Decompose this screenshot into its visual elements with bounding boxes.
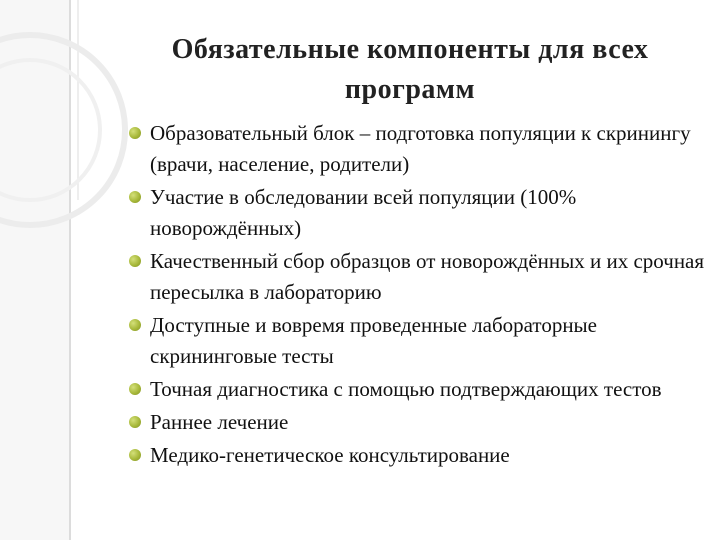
bullet-item xyxy=(128,407,708,438)
round-bullet-icon xyxy=(129,319,141,331)
bullet-list xyxy=(128,118,708,473)
bullet-text: Раннее лечение xyxy=(150,410,289,434)
bullet-text: Доступные и вовремя проведенные лабораторные скрининговые тесты xyxy=(150,313,597,368)
title-line-2: программ xyxy=(344,74,476,105)
bullet-item xyxy=(128,246,708,308)
bullet-item xyxy=(128,374,708,405)
title-line-1: Обязательные компоненты для всех xyxy=(171,34,649,65)
round-bullet-icon xyxy=(129,191,141,203)
round-bullet-icon xyxy=(129,449,141,461)
bullet-text: Образовательный блок – подготовка популяции к скринингу (врачи, население, родители) xyxy=(150,121,691,176)
bullet-item xyxy=(128,118,708,180)
round-bullet-icon xyxy=(129,383,141,395)
bullet-item xyxy=(128,310,708,372)
bullet-text: Медико-генетическое консультирование xyxy=(150,443,510,467)
round-bullet-icon xyxy=(129,416,141,428)
bullet-item xyxy=(128,182,708,244)
round-bullet-icon xyxy=(129,127,141,139)
round-bullet-icon xyxy=(129,255,141,267)
bullet-text: Участие в обследовании всей популяции (100% новорождённых) xyxy=(150,185,577,240)
slide-title xyxy=(120,30,700,110)
bullet-text: Точная диагностика с помощью подтверждающих тестов xyxy=(150,377,662,401)
bullet-item xyxy=(128,440,708,471)
bullet-text: Качественный сбор образцов от новорождённых и их срочная пересылка в лабораторию xyxy=(150,249,705,304)
